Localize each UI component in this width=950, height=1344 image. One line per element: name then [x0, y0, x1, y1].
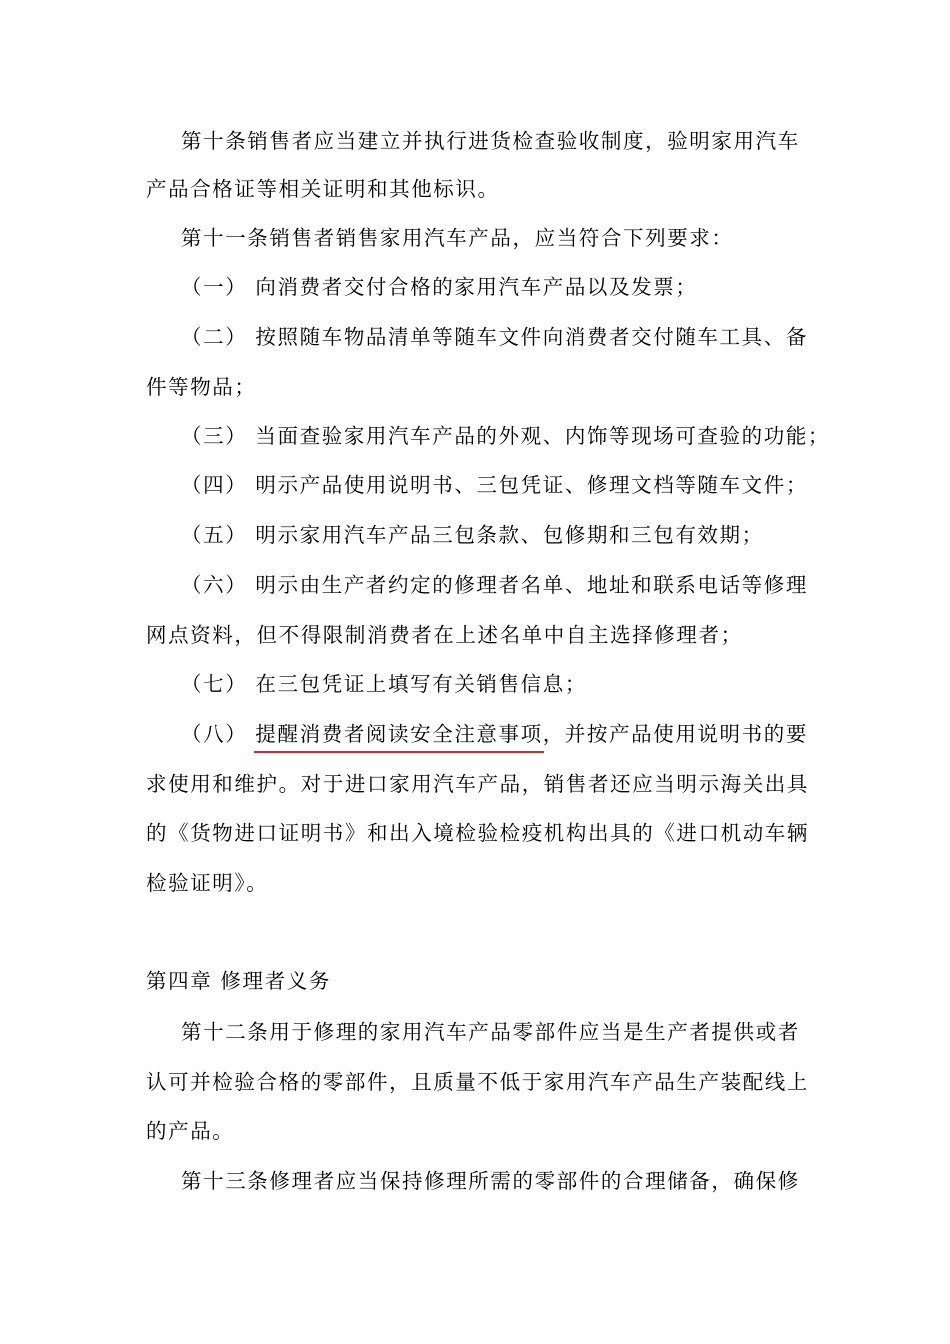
paragraph-line: 第十三条修理者应当保持修理所需的零部件的合理储备，确保修: [181, 1169, 800, 1193]
list-item-line: 网点资料，但不得限制消费者在上述名单中自主选择修理者；: [146, 623, 743, 647]
paragraph-line: 产品合格证等相关证明和其他标识。: [146, 177, 500, 201]
list-item-line: （八） 提醒消费者阅读安全注意事项，并按产品使用说明书的要: [181, 722, 808, 746]
chapter-heading: 第四章 修理者义务: [146, 969, 331, 993]
list-item-line: 求使用和维护。对于进口家用汽车产品，销售者还应当明示海关出具: [146, 772, 809, 796]
paragraph-line: 认可并检验合格的零部件，且质量不低于家用汽车产品生产装配线上: [146, 1070, 809, 1094]
list-item-line: （七） 在三包凭证上填写有关销售信息；: [181, 672, 587, 696]
list-item-line: （四） 明示产品使用说明书、三包凭证、修理文档等随车文件；: [181, 473, 808, 497]
list-item-line: （五） 明示家用汽车产品三包条款、包修期和三包有效期；: [181, 523, 764, 547]
list-item-line: （六） 明示由生产者约定的修理者名单、地址和联系电话等修理: [181, 573, 808, 597]
paragraph-line: 第十一条销售者销售家用汽车产品，应当符合下列要求：: [181, 226, 734, 250]
list-item-line: （二） 按照随车物品清单等随车文件向消费者交付随车工具、备: [181, 325, 808, 349]
paragraph-line: 第十二条用于修理的家用汽车产品零部件应当是生产者提供或者: [181, 1020, 800, 1044]
paragraph-line: 第十条销售者应当建立并执行进货检查验收制度，验明家用汽车: [181, 129, 800, 153]
list-item-line: 检验证明》。: [146, 871, 269, 895]
list-item-line: 件等物品；: [146, 375, 257, 399]
list-item-line: 的《货物进口证明书》和出入境检验检疫机构出具的《进口机动车辆: [146, 821, 809, 845]
paragraph-line: 的产品。: [146, 1119, 235, 1143]
list-item-line: （三） 当面查验家用汽车产品的外观、内饰等现场可查验的功能；: [181, 424, 831, 448]
list-item-line: （一） 向消费者交付合格的家用汽车产品以及发票；: [181, 275, 698, 299]
highlight-underline: [254, 751, 544, 753]
